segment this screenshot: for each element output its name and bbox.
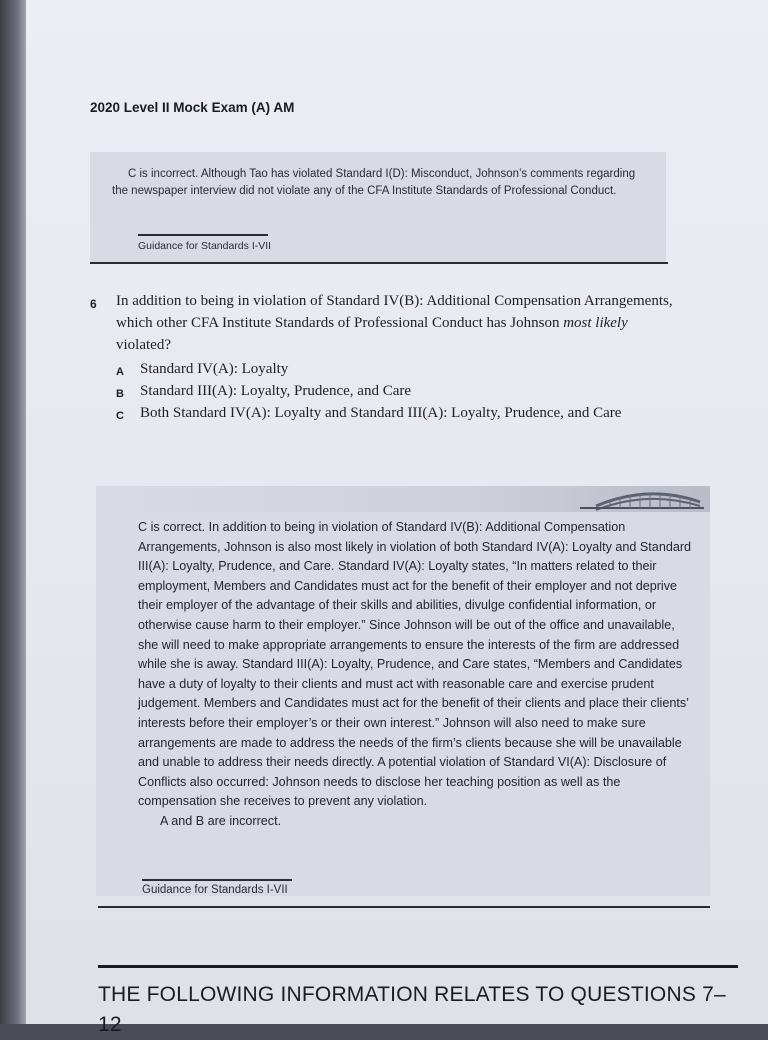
exam-page bbox=[26, 0, 768, 1036]
answer-options bbox=[116, 358, 680, 424]
bridge-icon bbox=[566, 486, 706, 512]
question-text bbox=[116, 290, 680, 356]
question-6 bbox=[90, 290, 680, 424]
guidance-rule bbox=[142, 879, 292, 881]
question-text-start: In addition to being in violation of Standard IV(B): Additional Compensation Arrangements, which other CFA Institute Standards of Professional Conduct has Johnson bbox=[116, 293, 673, 331]
option-text: Standard IV(A): Loyalty bbox=[140, 361, 289, 377]
answer-banner bbox=[96, 486, 710, 512]
option-text: Both Standard IV(A): Loyalty and Standard III(A): Loyalty, Prudence, and Care bbox=[140, 405, 622, 421]
answer-box-bottom-rule bbox=[98, 906, 710, 908]
guidance-link[interactable]: Guidance for Standards I-VII bbox=[142, 884, 288, 896]
page-header: 2020 Level II Mock Exam (A) AM bbox=[90, 100, 295, 115]
question-text-end: violated? bbox=[116, 337, 171, 353]
section-divider bbox=[98, 965, 738, 968]
answer-box-bottom-rule bbox=[90, 262, 668, 264]
option-letter: C bbox=[116, 410, 124, 422]
option-letter: A bbox=[116, 366, 124, 378]
option-letter: B bbox=[116, 388, 124, 400]
previous-answer-box bbox=[90, 152, 666, 262]
answer-body: C is correct. In addition to being in violation of Standard IV(B): Additional Compensation Arrangements, Johnson is also most likely in violation of both Standard IV(A): Loyalty and Standard III(A): Loyalty, Prudence, and Care. Standard IV(A): Loyalty states, “In matters related to their employment, Members and Candidates must act for the benefit of their employer and not deprive their employer of the advantage of their skills and abilities, divulge confidential information, or otherwise cause harm to their employer.” Since Johnson will be out of the office and unavailable, she will need to make appropriate arrangements to ensure the interests of the firm are addressed while she is away. Standard III(A): Loyalty, Prudence, and Care states, “Members and Candidates have a duty of loyalty to their clients and must act with reasonable care and exercise prudent judgement. Members and Candidates must act for the benefit of their clients and place their clients’ interests before their employer’s or their own interest.” Johnson will also need to make sure arrangements are made to address the needs of the firm’s clients because she will be unavailable and unable to address their needs directly. A potential violation of Standard VI(A): Disclosure of Conflicts also occurred: Johnson needs to disclose her teaching position as well as the compensation she receives to prevent any violation. bbox=[138, 520, 692, 809]
option-c[interactable] bbox=[116, 402, 680, 424]
answer-explanation bbox=[138, 518, 698, 832]
question-emphasis: most likely bbox=[563, 315, 628, 331]
option-text: Standard III(A): Loyalty, Prudence, and Care bbox=[140, 383, 412, 399]
guidance-rule bbox=[138, 234, 268, 236]
question-number: 6 bbox=[90, 297, 97, 311]
previous-answer-explanation: C is incorrect. Although Tao has violated Standard I(D): Misconduct, Johnson’s comments regarding the newspaper interview did not violate any of the CFA Institute Standards of Professional Conduct. bbox=[112, 168, 636, 197]
guidance-link[interactable]: Guidance for Standards I-VII bbox=[138, 240, 272, 252]
incorrect-note: A and B are incorrect. bbox=[160, 813, 282, 828]
previous-answer-text bbox=[112, 166, 652, 200]
option-b[interactable] bbox=[116, 380, 680, 402]
option-a[interactable] bbox=[116, 358, 680, 380]
answer-box bbox=[96, 486, 710, 896]
next-section-heading: THE FOLLOWING INFORMATION RELATES TO QUESTIONS 7–12 bbox=[98, 983, 726, 1036]
